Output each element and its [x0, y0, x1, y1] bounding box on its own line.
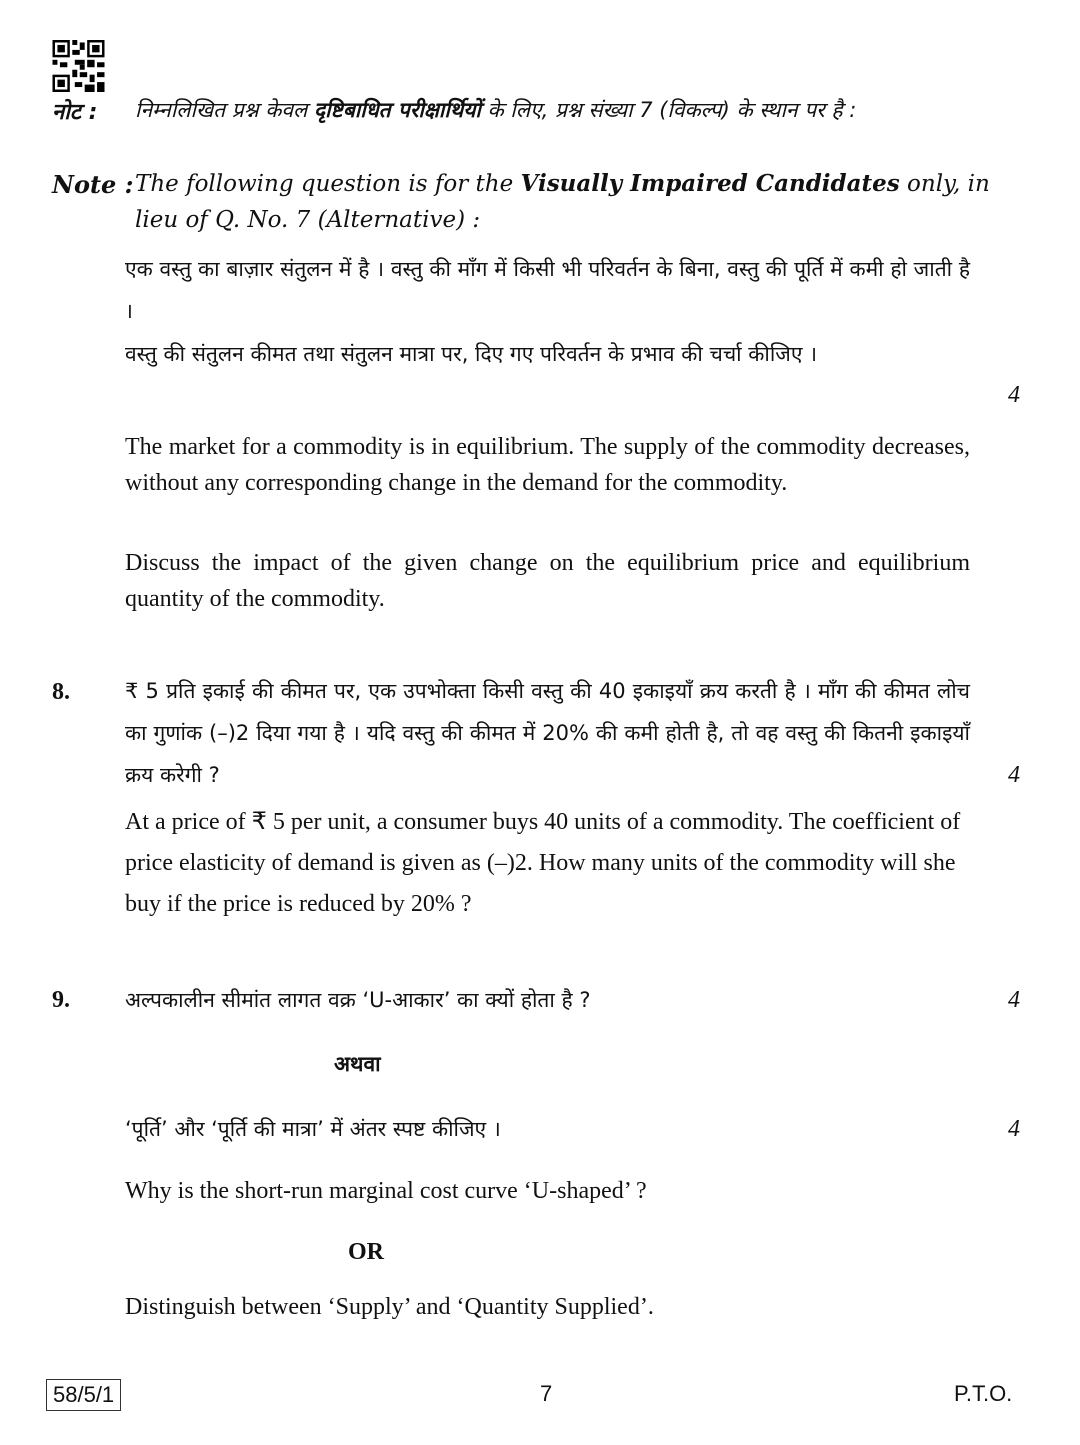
- qr-code-icon: [52, 40, 105, 92]
- q8-english-text: At a price of ₹ 5 per unit, a consumer buys 40 units of a commodity. The coefficient of price elasticity of demand is given as (–)2. How many units of the commodity will she buy if the price is reduced by 20% ?: [125, 809, 961, 917]
- page-number: 7: [540, 1381, 553, 1406]
- q9-english-text-a: Why is the short-run marginal cost curve ‘U-shaped’ ?: [125, 1178, 647, 1204]
- q9-hindi-text-a: अल्पकालीन सीमांत लागत वक्र ‘U-आकार’ का क्यों होता है ?: [125, 988, 591, 1012]
- pto-label: P.T.O.: [954, 1381, 1013, 1406]
- q9-marks-b: 4: [1008, 1116, 1020, 1142]
- note-text-english: The following question is for the Visually Impaired Candidates only, in lieu of Q. No. 7 (Alternative) :: [135, 170, 990, 233]
- q9-hindi-text-b: ‘पूर्ति’ और ‘पूर्ति की मात्रा’ में अंतर स्पष्ट कीजिए ।: [125, 1117, 501, 1141]
- paper-code: 58/5/1: [46, 1379, 121, 1411]
- q9-marks-a: 4: [1008, 987, 1020, 1013]
- q7-alt-english-para-1: The market for a commodity is in equilibrium. The supply of the commodity decreases, without any corresponding change in the demand for the commodity.: [125, 434, 970, 496]
- q7-alt-marks: 4: [1008, 382, 1020, 408]
- q7-alt-hindi-para-2: वस्तु की संतुलन कीमत तथा संतुलन मात्रा पर, दिए गए परिवर्तन के प्रभाव की चर्चा कीजिए ।: [125, 342, 818, 366]
- q8-marks: 4: [1008, 762, 1020, 788]
- or-english: OR: [348, 1239, 384, 1265]
- q9-number: 9.: [52, 987, 70, 1013]
- or-hindi: अथवा: [334, 1052, 381, 1076]
- q9-english-text-b: Distinguish between ‘Supply’ and ‘Quantity Supplied’.: [125, 1294, 654, 1320]
- note-label-hindi: नोट :: [52, 100, 98, 125]
- q8-number: 8.: [52, 679, 70, 705]
- q7-alt-english-para-2: Discuss the impact of the given change on the equilibrium price and equilibrium quantity of the commodity.: [125, 550, 970, 612]
- q7-alt-hindi-para-1: एक वस्तु का बाज़ार संतुलन में है । वस्तु की माँग में किसी भी परिवर्तन के बिना, वस्तु की पूर्ति में कमी हो जाती है ।: [125, 257, 970, 323]
- q8-hindi-text: ₹ 5 प्रति इकाई की कीमत पर, एक उपभोक्ता किसी वस्तु की 40 इकाइयाँ क्रय करती है । माँग की कीमत लोच का गुणांक (–)2 दिया गया है । यदि वस्तु की कीमत में 20% की कमी होती है, तो वह वस्तु की कितनी इकाइयाँ क्रय करेगी ?: [125, 679, 970, 787]
- note-text-hindi: निम्नलिखित प्रश्न केवल दृष्टिबाधित परीक्षार्थियों के लिए, प्रश्न संख्या 7 (विकल्प) के स्थान पर है :: [135, 98, 857, 122]
- note-label-english: Note :: [52, 170, 134, 199]
